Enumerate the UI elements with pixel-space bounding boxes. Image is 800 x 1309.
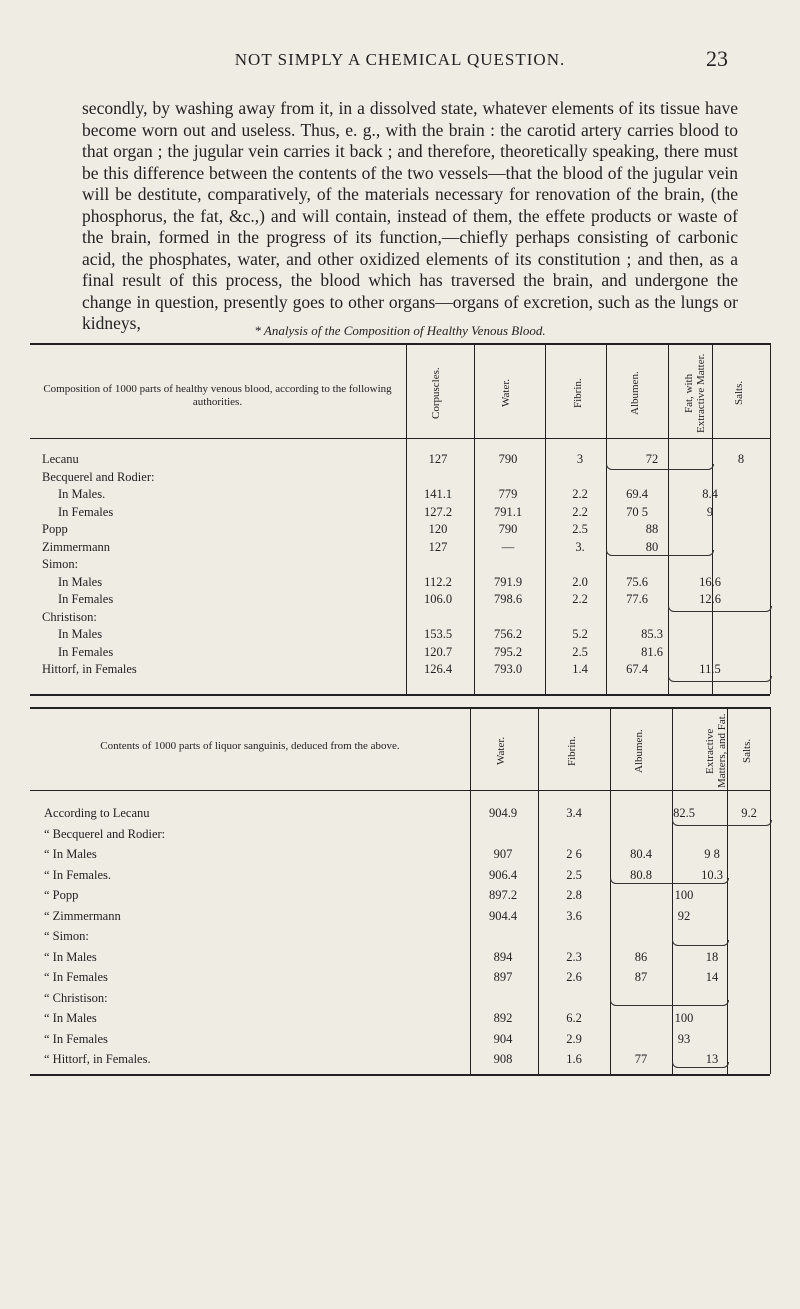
table1-cell: 85.3 <box>641 627 663 641</box>
table2-cell: 2 6 <box>566 847 582 861</box>
table2-head-rule <box>30 790 770 791</box>
table1-cell: 2.2 <box>572 487 588 501</box>
table2-row-label: “ In Females <box>44 1031 108 1046</box>
table1-cell: 8.4 <box>702 487 718 501</box>
table2-column-header: Water. <box>495 736 507 766</box>
table2-row-label: “ In Females. <box>44 867 111 882</box>
table-caption: * Analysis of the Composition of Healthy Venous Blood. <box>254 323 546 338</box>
table1-cell: 3. <box>575 539 585 554</box>
table2-cell: 904.9 <box>488 806 518 820</box>
table2-row-label: “ Christison: <box>44 990 108 1005</box>
table1-cell: 81.6 <box>641 644 663 659</box>
table1-cell: 2.0 <box>572 574 588 589</box>
table1-cell: 5.2 <box>572 627 588 641</box>
table1-cell: 69.4 <box>626 487 648 501</box>
table1-top-rule <box>30 343 770 345</box>
table1-column-divider <box>474 343 475 694</box>
table2-cell: 82.5 <box>673 806 695 820</box>
page-header <box>0 48 800 78</box>
table2-cell: 892 <box>493 1011 513 1025</box>
table1-cell: 141.1 <box>423 487 453 501</box>
table2-row-label: According to Lecanu <box>44 806 150 820</box>
table2-row-label: “ Zimmermann <box>44 908 121 923</box>
table1-description: Composition of 1000 parts of healthy venous blood, according to the following authorities. <box>43 383 392 408</box>
table2-cell: 894 <box>493 949 513 964</box>
table1-cell: 795.2 <box>493 644 523 659</box>
table2-top-rule <box>30 707 770 709</box>
table2-column-divider <box>770 707 771 1074</box>
table1-cell: 12.6 <box>699 592 721 606</box>
table1-cell: 791.1 <box>493 504 523 519</box>
table1-row-label: Lecanu <box>42 452 79 466</box>
table1-cell: 798.6 <box>493 592 523 606</box>
table2-row-label: “ In Males <box>44 1011 97 1025</box>
table2-brace <box>672 1062 729 1068</box>
table1-row-label: In Females <box>58 504 114 519</box>
table2-cell: 3.6 <box>566 908 582 923</box>
table2-cell: 1.6 <box>566 1052 582 1066</box>
table1-cell: 11.5 <box>699 662 721 676</box>
table1-cell: 791.9 <box>493 574 523 589</box>
table1-cell: 75.6 <box>626 574 648 589</box>
table1-row-label: Popp <box>42 522 68 536</box>
table1-cell: 112.2 <box>424 574 452 589</box>
table1-cell: 127 <box>428 452 448 466</box>
table2-cell: 2.9 <box>566 1031 582 1046</box>
table1-column-divider <box>406 343 407 694</box>
table2-row-label: “ Becquerel and Rodier: <box>44 826 166 841</box>
table2-cell: 6.2 <box>566 1011 582 1025</box>
table2-column-header: Extractive Matters, and Fat. <box>704 713 728 789</box>
table1-cell: 127 <box>428 539 448 554</box>
table1-brace <box>668 606 772 612</box>
table1-cell: 3 <box>576 452 584 466</box>
table2-brace <box>610 1000 729 1006</box>
table1-row-label: In Males <box>58 627 103 641</box>
table2-column-divider <box>610 707 611 1074</box>
table2-row-label: “ Simon: <box>44 929 89 943</box>
table2-cell: 904 <box>493 1031 513 1046</box>
table1-column-header: Albumen. <box>629 371 641 415</box>
table1-cell: 779 <box>498 487 518 501</box>
table1-cell: 120 <box>428 522 448 536</box>
table2-column-divider <box>470 707 471 1074</box>
table2-row-label: “ In Males <box>44 847 97 861</box>
table1-brace <box>606 550 714 556</box>
table1-row-label: Christison: <box>42 609 97 624</box>
table2-cell: 2.3 <box>566 949 582 964</box>
table1-cell: 790 <box>498 452 518 466</box>
table1-cell: 756.2 <box>493 627 523 641</box>
table1-row-label: Simon: <box>42 557 79 571</box>
table1-cell: 127.2 <box>423 504 453 519</box>
table1-column-header: Fat, with Extractive Matter. <box>683 353 707 433</box>
table2-column-divider <box>538 707 539 1074</box>
table1-cell: 106.0 <box>423 592 453 606</box>
table2-row-label: “ In Males <box>44 949 97 964</box>
table1-brace <box>668 676 772 682</box>
table1-cell: — <box>501 539 515 554</box>
table1-cell: 126.4 <box>423 662 453 676</box>
table1-column-header: Salts. <box>733 380 745 406</box>
table2-bottom-rule <box>30 1074 770 1076</box>
table2-cell: 908 <box>493 1052 513 1066</box>
table1-column-header: Corpuscles. <box>430 367 442 419</box>
table1-cell: 793.0 <box>493 662 523 676</box>
table2-cell: 100 <box>674 888 694 902</box>
table2-cell: 897 <box>493 970 513 984</box>
table2-cell: 2.5 <box>566 867 582 882</box>
table1-brace <box>606 464 714 470</box>
table2-cell: 92 <box>677 908 691 923</box>
table2-cell: 2.6 <box>566 970 582 984</box>
table2-column-header: Fibrin. <box>566 736 578 766</box>
table2-cell: 2.8 <box>566 888 582 902</box>
table2-cell: 3.4 <box>566 806 582 820</box>
table2-cell: 80.8 <box>630 867 652 882</box>
table1-cell: 120.7 <box>423 644 453 659</box>
table2-cell: 904.4 <box>488 908 518 923</box>
table2-cell: 907 <box>493 847 513 861</box>
table2-cell: 100 <box>674 1011 694 1025</box>
table2-cell: 13 <box>705 1052 719 1066</box>
table1-column-header: Fibrin. <box>572 378 584 408</box>
table1-cell: 2.5 <box>572 644 588 659</box>
table1-row-label: Zimmermann <box>42 539 111 554</box>
table2-cell: 906.4 <box>488 867 518 882</box>
table1-cell: 16.6 <box>699 574 721 589</box>
running-title: NOT SIMPLY A CHEMICAL QUESTION. <box>234 50 566 69</box>
body-paragraph: secondly, by washing away from it, in a dissolved state, whatever elements of its tissue have become worn out and useless. Thus, e. g., with the brain : the carotid artery carries blood to that organ ; the jugular vein carries it back ; and therefore, theoretically speaking, there must be this difference between the contents of the two vessels—that the blood of the jugular vein will be destitute, comparatively, of the materials necessary for renovation of the brain, (the phosphorus, the fat, &c.,) and will contain, instead of them, the effete products or waste of the brain, formed in the progress of its function,—chiefly perhaps consisting of carbonic acid, the phosphates, water, and other oxidized elements of its constitution ; and then, as a final result of this process, the blood which has traversed the brain, and undergone the change in question, presently goes to other organs—organs of excretion, such as the lungs or kidneys, <box>82 98 738 333</box>
table1-cell: 8 <box>737 452 745 466</box>
table1-row-label: Hittorf, in Females <box>42 662 137 676</box>
table2-column-header: Salts. <box>741 738 753 764</box>
table2-row-label: “ Popp <box>44 888 79 902</box>
table1-row-label: In Males. <box>58 487 106 501</box>
table1-cell: 2.2 <box>572 504 588 519</box>
table1-cell: 72 <box>645 452 659 466</box>
table1-column-divider <box>770 343 771 694</box>
table2-cell: 77 <box>634 1052 648 1066</box>
table2-cell: 93 <box>677 1031 691 1046</box>
table2-cell: 87 <box>634 970 648 984</box>
table1-row-label: In Females <box>58 644 114 659</box>
table2-column-header: Albumen. <box>633 729 645 773</box>
table2-row-label: “ Hittorf, in Females. <box>44 1052 151 1066</box>
table1-row-label: Becquerel and Rodier: <box>42 469 155 484</box>
table2-description: Contents of 1000 parts of liquor sanguinis, deduced from the above. <box>100 740 400 752</box>
table1-column-divider <box>545 343 546 694</box>
table1-cell: 153.5 <box>423 627 453 641</box>
table1-row-label: In Females <box>58 592 114 606</box>
table1-cell: 790 <box>498 522 518 536</box>
table1-row-label: In Males <box>58 574 103 589</box>
table1-cell: 67.4 <box>626 662 648 676</box>
table1-cell: 2.5 <box>572 522 588 536</box>
table2-cell: 86 <box>634 949 648 964</box>
table1-head-rule <box>30 438 770 439</box>
table1-cell: 9 <box>706 504 714 519</box>
table1-cell: 77.6 <box>626 592 648 606</box>
table2-brace <box>672 820 772 826</box>
table2-cell: 9.2 <box>741 806 757 820</box>
table1-column-header: Water. <box>500 378 512 408</box>
table2-cell: 897.2 <box>488 888 518 902</box>
table1-cell: 70 5 <box>626 504 648 519</box>
table1-cell: 88 <box>645 522 659 536</box>
table2-cell: 14 <box>705 970 719 984</box>
table2-brace <box>610 878 729 884</box>
table2-row-label: “ In Females <box>44 970 108 984</box>
table1-cell: 1.4 <box>572 662 588 676</box>
table1-bottom-rule <box>30 694 770 696</box>
table2-cell: 10.3 <box>701 867 723 882</box>
table2-cell: 80.4 <box>630 847 652 861</box>
table2-cell: 9 8 <box>704 847 720 861</box>
table2-brace <box>672 940 729 946</box>
page-number: 23 <box>706 46 728 71</box>
table1-cell: 80 <box>645 539 659 554</box>
table2-cell: 18 <box>705 949 719 964</box>
table1-cell: 2.2 <box>572 592 588 606</box>
